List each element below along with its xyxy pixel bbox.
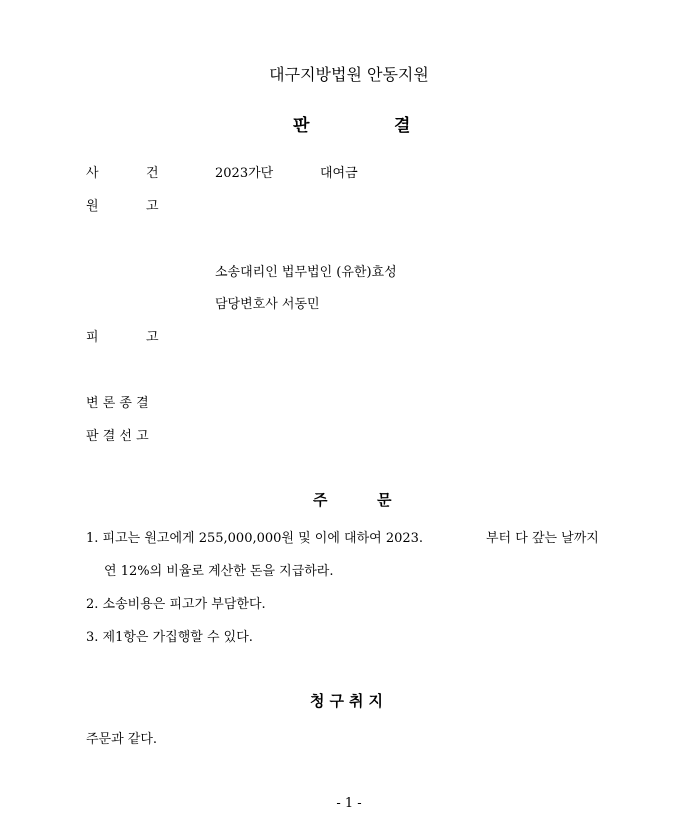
case-name: 대여금 (320, 166, 358, 181)
title-char-2: 결 (394, 116, 411, 136)
order-title-char-1: 주 (313, 491, 328, 509)
defendant-label-2: 고 (146, 330, 159, 345)
counsel-firm: 소송대리인 법무법인 (유한)효성 (215, 265, 397, 280)
order-item-1-cont: 연 12%의 비율로 계산한 돈을 지급하라. (104, 564, 334, 579)
page-number: - 1 - (336, 796, 362, 811)
case-label-1: 사 (86, 166, 99, 181)
defendant-label-1: 피 (86, 330, 99, 345)
case-number: 2023가단 (215, 166, 274, 181)
order-item-2: 2. 소송비용은 피고가 부담한다. (86, 597, 266, 612)
judgment-date-label: 판 결 선 고 (86, 429, 149, 444)
counsel-lawyer: 담당변호사 서동민 (215, 297, 320, 312)
order-title-char-2: 문 (377, 491, 392, 509)
court-name: 대구지방법원 안동지원 (269, 65, 429, 84)
hearing-end-label: 변 론 종 결 (86, 396, 149, 411)
plaintiff-label-1: 원 (86, 199, 99, 214)
claim-title: 청구취지 (310, 692, 388, 710)
case-label-2: 건 (146, 166, 159, 181)
order-item-3: 3. 제1항은 가집행할 수 있다. (86, 630, 253, 645)
claim-text: 주문과 같다. (86, 732, 158, 747)
order-item-1: 1. 피고는 원고에게 255,000,000원 및 이에 대하여 2023. (86, 531, 424, 546)
plaintiff-label-2: 고 (146, 199, 159, 214)
order-item-1-suffix: 부터 다 갚는 날까지 (486, 531, 599, 546)
title-char-1: 판 (293, 116, 310, 136)
